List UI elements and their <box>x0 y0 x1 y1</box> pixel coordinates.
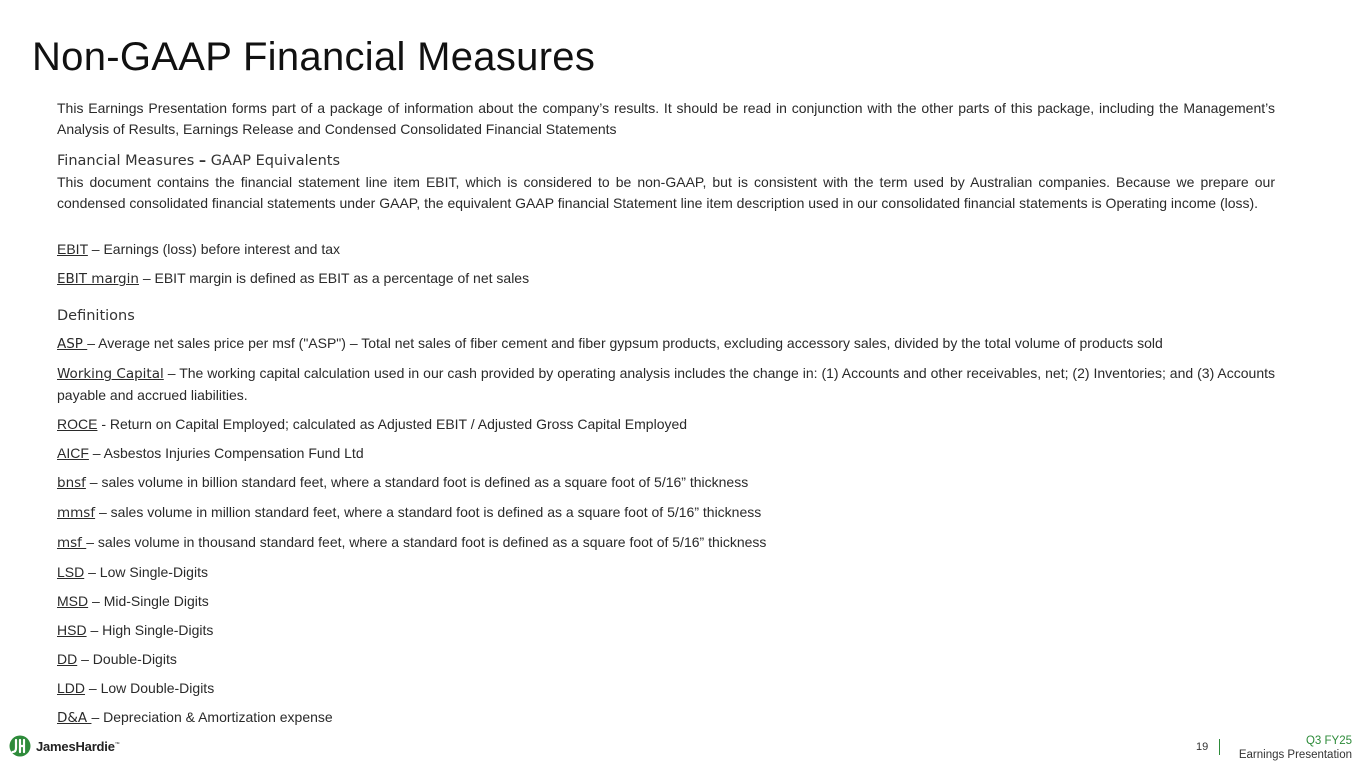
definition-term: LSD <box>57 564 85 580</box>
definition-desc: – Double-Digits <box>77 651 177 667</box>
gaap-heading-left: Financial Measures <box>57 153 195 169</box>
trademark-mark: ™ <box>114 741 120 748</box>
gaap-heading <box>57 150 1275 172</box>
definitions-list <box>57 333 1275 729</box>
brand-logo <box>9 735 120 757</box>
gaap-term: EBIT margin <box>57 271 139 287</box>
gaap-paragraph: This document contains the financial statement line item EBIT, which is considered to be non-GAAP, but is consistent with the term used by Australian companies. Because we prepare our condensed consolidated financial statements under GAAP, the equivalent GAAP financial Statement line item description used in our consolidated financial statements is Operating income (loss). <box>57 174 1275 211</box>
gaap-term: EBIT <box>57 241 88 257</box>
gaap-term-row <box>57 239 1275 260</box>
footer-period: Q3 FY25 <box>1305 735 1352 747</box>
gaap-heading-right: GAAP Equivalents <box>210 153 341 169</box>
definition-desc: – sales volume in billion standard feet, where a standard foot is defined as a square foot of 5/16” thickness <box>85 474 749 490</box>
definition-row <box>57 363 1275 406</box>
definition-term: LDD <box>57 680 86 696</box>
definition-desc: – Low Single-Digits <box>84 564 208 580</box>
definition-desc: – High Single-Digits <box>86 622 214 638</box>
definition-row <box>57 620 1275 641</box>
gaap-heading-dash: – <box>198 153 207 169</box>
footer-divider <box>1219 739 1220 755</box>
footer-doc-name: Earnings Presentation <box>1238 749 1352 761</box>
intro-paragraph: This Earnings Presentation forms part of a package of information about the company’s results. It should be read in conjunction with the other parts of this package, including the Management’s Analysis of Results, Earnings Release and Condensed Consolidated Financial Statements <box>57 100 1275 137</box>
definition-term: HSD <box>57 622 87 638</box>
definition-term: Working Capital <box>57 366 164 382</box>
definition-row <box>57 649 1275 670</box>
definition-row <box>57 443 1275 464</box>
definition-term: DD <box>57 651 78 667</box>
definition-row <box>57 414 1275 435</box>
definition-row <box>57 532 1275 554</box>
definition-desc: – sales volume in thousand standard feet, where a standard foot is defined as a square foot of 5/16” thickness <box>86 534 767 550</box>
definition-term: ROCE <box>57 416 98 432</box>
gaap-term-desc: – EBIT margin is defined as EBIT as a percentage of net sales <box>138 270 530 286</box>
brand-wordmark <box>36 739 120 754</box>
definitions-heading: Definitions <box>57 308 135 324</box>
footer-doc-info <box>1239 734 1352 762</box>
definition-desc: – Depreciation & Amortization expense <box>91 709 333 725</box>
page-title: Non-GAAP Financial Measures <box>32 35 596 79</box>
definition-term: bnsf <box>57 475 86 491</box>
definition-term: D&A <box>57 710 92 726</box>
slide-body <box>57 98 1275 729</box>
brand-name: JamesHardie <box>36 738 115 754</box>
definition-row <box>57 591 1275 612</box>
gaap-term-desc: – Earnings (loss) before interest and tax <box>87 241 341 257</box>
definition-row <box>57 333 1275 355</box>
definition-row <box>57 707 1275 729</box>
definition-desc: – sales volume in million standard feet, where a standard foot is defined as a square foot of 5/16” thickness <box>95 504 762 520</box>
james-hardie-logo-icon <box>9 735 31 757</box>
definition-term: mmsf <box>57 505 96 521</box>
definition-desc: – Mid-Single Digits <box>88 593 209 609</box>
definition-term: AICF <box>57 445 89 461</box>
definition-desc: – Asbestos Injuries Compensation Fund Ltd <box>88 445 364 461</box>
definition-term: ASP <box>57 336 88 352</box>
gaap-term-row <box>57 268 1275 290</box>
definition-row <box>57 562 1275 583</box>
page-number: 19 <box>1196 741 1209 753</box>
definition-desc: - Return on Capital Employed; calculated as Adjusted EBIT / Adjusted Gross Capital Employed <box>97 416 688 432</box>
definition-row <box>57 502 1275 524</box>
definition-desc: – Average net sales price per msf ("ASP") – Total net sales of fiber cement and fiber gypsum products, excluding accessory sales, divided by the total volume of products sold <box>87 335 1163 351</box>
definition-desc: – The working capital calculation used in our cash provided by operating analysis includes the change in: (1) Accounts and other receivables, net; (2) Inventories; and (3) Accounts payable and accrued liabilities. <box>57 365 1275 403</box>
definition-term: MSD <box>57 593 89 609</box>
definition-row <box>57 472 1275 494</box>
definition-row <box>57 678 1275 699</box>
definition-desc: – Low Double-Digits <box>85 680 215 696</box>
definition-term: msf <box>57 535 87 551</box>
